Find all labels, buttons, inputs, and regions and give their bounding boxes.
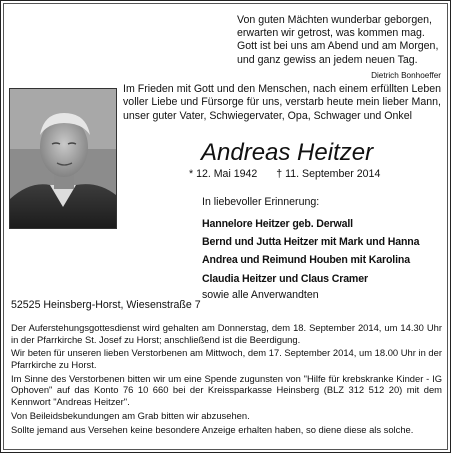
- poem-line: und ganz gewiss an jedem neuen Tag.: [237, 53, 418, 66]
- mourner-name: Andrea und Reimund Houben mit Karolina: [202, 254, 410, 267]
- mourner-name: Claudia Heitzer und Claus Cramer: [202, 272, 368, 285]
- birth-date: * 12. Mai 1942: [189, 168, 258, 180]
- notice-donation: Im Sinne des Verstorbenen bitten wir um eine Spende zugunsten von "Hilfe für krebskranke Kinder - IG Ophoven" auf das Konto 76 10 660 bei der Kreissparkasse Heinsberg (BLZ 312 512 20) mit dem Kennwort "Andreas Heitzer".: [11, 372, 442, 407]
- poem-author: Dietrich Bonhoeffer: [371, 70, 441, 80]
- notices-block: [11, 322, 442, 437]
- poem-line: erwarten wir getrost, was kommen mag.: [237, 27, 425, 40]
- intro-text: Im Frieden mit Gott und den Menschen, nach einem erfüllten Leben voller Liebe und Fürsorge für uns, verstarb heute mein lieber Mann, unser guter Vater, Schwiegervater, Opa, Schwager und Onkel: [123, 83, 441, 122]
- mourners-closing: sowie alle Anverwandten: [202, 288, 319, 301]
- poem-line: Gott ist bei uns am Abend und am Morgen,: [237, 40, 439, 53]
- notice-announcement: Sollte jemand aus Versehen keine besondere Anzeige erhalten haben, so diene diese als solche.: [11, 423, 414, 435]
- mourner-name: Hannelore Heitzer geb. Derwall: [202, 218, 353, 230]
- death-date: † 11. September 2014: [276, 168, 381, 180]
- family-address: 52525 Heinsberg-Horst, Wiesenstraße 7: [11, 299, 201, 311]
- mourners-block: [202, 196, 446, 302]
- notice-funeral-service: Der Auferstehungsgottesdienst wird gehalten am Donnerstag, dem 18. September 2014, um 14.30 Uhr in der Pfarrkirche St. Josef zu Horst; anschließend ist die Beerdigung.: [11, 322, 442, 345]
- notice-prayer: Wir beten für unseren lieben Verstorbenen am Mittwoch, dem 17. September 2014, um 18.00 Uhr in der Pfarrkirche zu Horst.: [11, 347, 442, 370]
- poem-line: Von guten Mächten wunderbar geborgen,: [237, 14, 432, 26]
- deceased-name: Andreas Heitzer: [201, 139, 374, 166]
- mourners-lead: In liebevoller Erinnerung:: [202, 196, 320, 208]
- portrait-photo: [9, 88, 117, 229]
- mourner-name: Bernd und Jutta Heitzer mit Mark und Hanna: [202, 236, 420, 249]
- poem-block: [237, 14, 441, 82]
- life-dates: [189, 168, 439, 181]
- portrait-image: [10, 89, 116, 228]
- notice-condolences: Von Beileidsbekundungen am Grab bitten wir abzusehen.: [11, 409, 250, 421]
